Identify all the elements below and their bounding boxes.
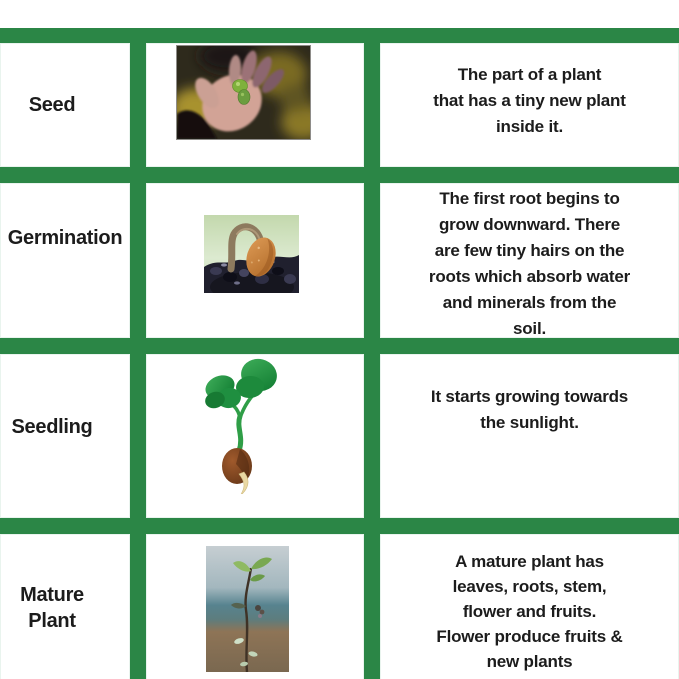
description-line: the sunlight.	[480, 413, 579, 432]
description-line: A mature plant has	[455, 552, 604, 571]
stage-description-cell-germination	[380, 183, 679, 338]
description-line: grow downward. There	[438, 215, 621, 234]
stage-label: Seedling	[11, 416, 93, 438]
description-line: are few tiny hairs on the	[434, 241, 625, 260]
stage-label-cell-seedling	[0, 354, 130, 518]
stage-image-cell-seedling	[146, 354, 364, 518]
description-line: Flower produce fruits &	[436, 627, 623, 646]
germinating-seed-photo	[204, 215, 299, 293]
description-line: leaves, roots, stem,	[452, 577, 607, 596]
stage-image-cell-germination	[146, 183, 364, 338]
description-line: new plants	[486, 652, 573, 671]
stages-table	[0, 28, 679, 679]
young-mature-plant-photo	[206, 546, 289, 672]
stage-label: Germination	[7, 227, 123, 249]
stage-image-cell-mature-plant	[146, 534, 364, 679]
seedling-sprout-illustration	[200, 356, 280, 494]
description-line: inside it.	[496, 117, 563, 136]
description-line: soil.	[512, 319, 546, 338]
description-line: that has a tiny new plant	[433, 91, 626, 110]
description-line: flower and fruits.	[462, 602, 597, 621]
description-line: It starts growing towards	[430, 387, 629, 406]
stage-label-cell-seed	[0, 43, 130, 167]
description-line: roots which absorb water	[428, 267, 631, 286]
stage-label-cell-germination	[0, 183, 130, 338]
stage-description-cell-mature-plant	[380, 534, 679, 679]
stage-label: Plant	[28, 610, 76, 632]
stage-image-cell-seed	[146, 43, 364, 167]
stage-label-cell-mature-plant	[0, 534, 130, 679]
description-line: The part of a plant	[457, 65, 602, 84]
stage-label: Mature	[20, 584, 84, 606]
description-line: The first root begins to	[439, 189, 620, 208]
stage-description-cell-seed	[380, 43, 679, 167]
description-line: and minerals from the	[442, 293, 617, 312]
hand-holding-seeds-photo	[177, 46, 310, 139]
stage-description-cell-seedling	[380, 354, 679, 518]
stage-label: Seed	[28, 94, 76, 116]
